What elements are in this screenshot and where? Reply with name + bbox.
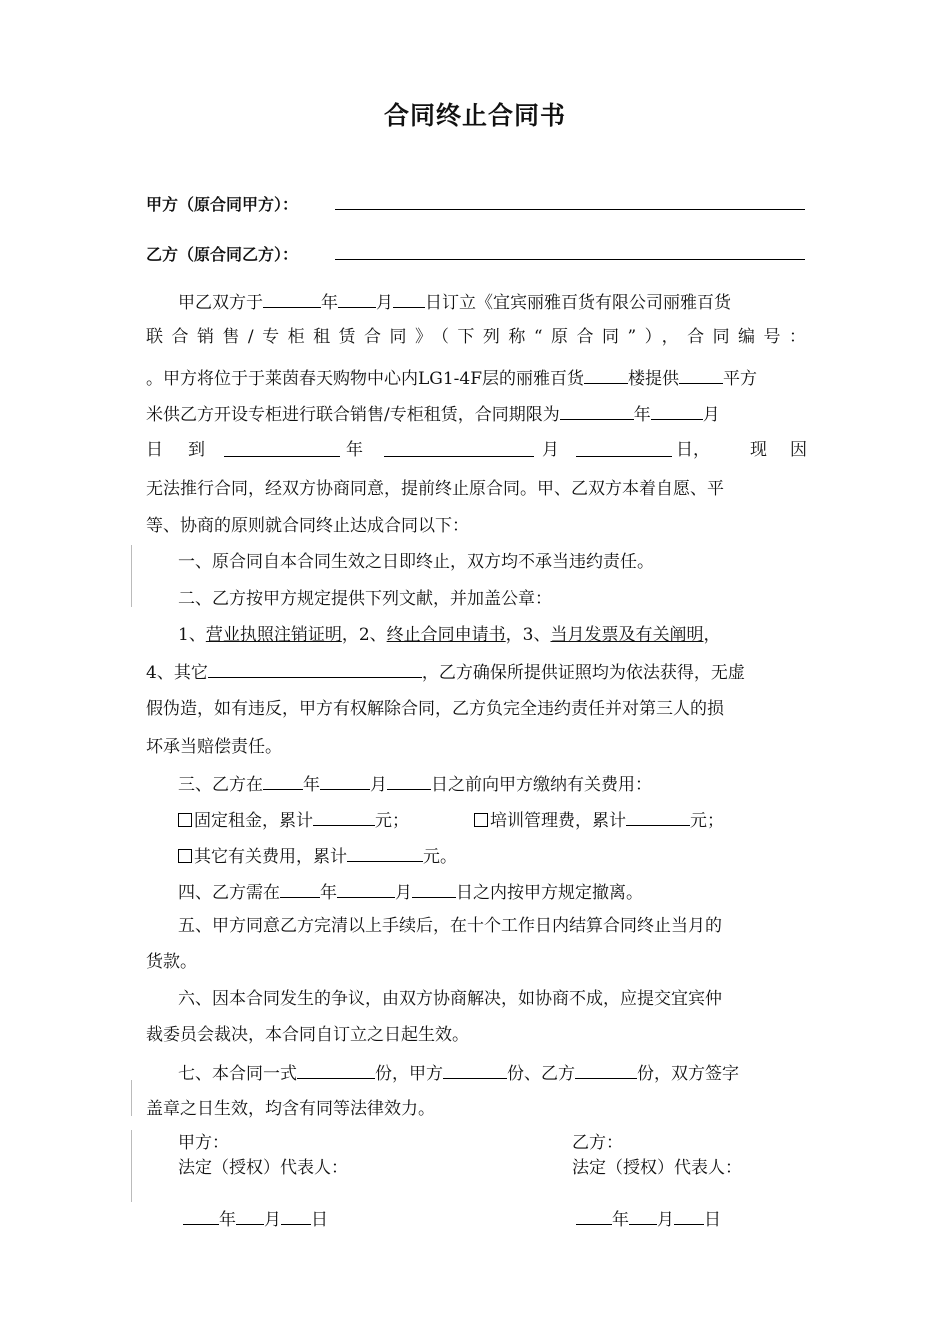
blank-other-docs[interactable]: [208, 659, 422, 678]
fee-label: 培训管理费，累计: [490, 811, 626, 831]
clause-6-line-1: 六、因本合同发生的争议，由双方协商解决，如协商不成，应提交宜宾仲: [178, 989, 722, 1009]
margin-mark: [131, 1130, 132, 1202]
blank-pay-month[interactable]: [320, 771, 370, 790]
clause-6-line-2: 裁委员会裁决，本合同自订立之日起生效。: [146, 1025, 469, 1045]
party-b-label: 乙方（原合同乙方）：: [146, 245, 299, 264]
clause-2-line-2: [146, 659, 806, 685]
intro-text: 日，: [676, 440, 710, 460]
intro-line-3: [146, 365, 806, 391]
checkbox-training-fee[interactable]: [474, 813, 488, 827]
intro-text: 因: [790, 440, 807, 460]
clause-text: 月: [395, 883, 412, 903]
intro-text: 甲乙双方于: [178, 293, 263, 313]
item-number: ，: [703, 625, 721, 645]
intro-text: 现: [750, 440, 767, 460]
clause-3: [178, 771, 806, 797]
blank-date-b-year[interactable]: [576, 1206, 612, 1225]
intro-text: 年: [633, 405, 651, 425]
sign-date-b: [576, 1206, 721, 1232]
intro-text: 日: [146, 440, 163, 460]
blank-copies-total[interactable]: [297, 1060, 375, 1079]
clause-text: 日之内按甲方规定撤离。: [456, 883, 643, 903]
party-a-label: 甲方（原合同甲方）：: [146, 195, 299, 214]
blank-date-a-year[interactable]: [183, 1206, 219, 1225]
intro-text: 月: [702, 405, 720, 425]
blank-area[interactable]: [679, 365, 723, 384]
blank-date-b-month[interactable]: [629, 1206, 657, 1225]
fee-row-1: [178, 807, 806, 833]
blank-copies-b[interactable]: [575, 1060, 637, 1079]
intro-text: 年: [346, 440, 363, 460]
page-title: 合同终止合同书: [383, 101, 566, 130]
blank-fixed-rent[interactable]: [313, 807, 375, 826]
doc-invoice-statement: 当月发票及有关阐明: [550, 625, 704, 645]
intro-text: 到: [188, 440, 205, 460]
blank-leave-year[interactable]: [280, 879, 320, 898]
clause-text: 年: [320, 883, 337, 903]
margin-mark: [131, 545, 132, 607]
clause-1: 一、原合同自本合同生效之日即终止，双方均不承当违约责任。: [178, 552, 654, 572]
intro-text: 月: [376, 293, 393, 313]
blank-leave-month[interactable]: [337, 879, 395, 898]
intro-line-6: 无法推行合同，经双方协商同意，提前终止原合同。甲、乙双方本着自愿、平: [146, 479, 724, 499]
margin-mark: [131, 1080, 132, 1116]
blank-leave-day[interactable]: [412, 879, 456, 898]
checkbox-other-fees[interactable]: [178, 849, 192, 863]
clause-text: 年: [303, 775, 320, 795]
date-text: 月: [657, 1210, 674, 1230]
clause-2: 二、乙方按甲方规定提供下列文献，并加盖公章：: [178, 589, 552, 609]
blank-training-fee[interactable]: [626, 807, 690, 826]
fee-unit: 元。: [423, 847, 457, 867]
blank-date-b-day[interactable]: [674, 1206, 704, 1225]
fee-unit: 元；: [690, 811, 724, 831]
party-b-blank[interactable]: [335, 259, 805, 260]
clause-text: 四、乙方需在: [178, 883, 280, 903]
sign-party-b: 乙方：: [572, 1133, 623, 1153]
intro-text: 月: [542, 440, 559, 460]
intro-line-4: [146, 401, 806, 427]
blank-sign-day[interactable]: [393, 289, 425, 308]
intro-line-1: [178, 289, 806, 315]
intro-text: 日订立《宜宾丽雅百货有限公司丽雅百货: [425, 293, 731, 313]
party-a-blank[interactable]: [335, 209, 805, 210]
blank-floor[interactable]: [584, 365, 628, 384]
doc-license-cancellation: 营业执照注销证明: [205, 625, 342, 645]
blank-end-month[interactable]: [576, 438, 672, 457]
intro-text: 。甲方将位于于莱茵春天购物中心内LG1-4F层的丽雅百货: [146, 369, 585, 389]
item-number: ，3、: [505, 625, 551, 645]
sign-rep-b: 法定（授权）代表人：: [572, 1158, 742, 1178]
checkbox-fixed-rent[interactable]: [178, 813, 192, 827]
blank-date-a-day[interactable]: [281, 1206, 311, 1225]
intro-text: 楼提供: [628, 369, 680, 389]
clause-text: 4、其它: [146, 663, 208, 683]
clause-text: 七、本合同一式: [178, 1064, 297, 1084]
intro-line-7: 等、协商的原则就合同终止达成合同以下：: [146, 516, 469, 536]
date-text: 日: [704, 1210, 721, 1230]
date-text: 年: [612, 1210, 629, 1230]
clause-2-line-4: 坏承当赔偿责任。: [146, 737, 282, 757]
blank-end-year[interactable]: [384, 438, 534, 457]
blank-copies-a[interactable]: [443, 1060, 507, 1079]
clause-7-line-1: [178, 1060, 806, 1086]
doc-termination-request: 终止合同申请书: [386, 625, 506, 645]
sign-party-a: 甲方：: [178, 1133, 229, 1153]
sign-rep-a: 法定（授权）代表人：: [178, 1158, 348, 1178]
clause-2-items: [178, 623, 806, 647]
blank-term-year[interactable]: [560, 401, 634, 420]
intro-text: 平方: [723, 369, 758, 389]
blank-pay-year[interactable]: [263, 771, 303, 790]
clause-5-line-2: 货款。: [146, 952, 197, 972]
clause-7-line-2: 盖章之日生效，均含有同等法律效力。: [146, 1099, 435, 1119]
fee-label: 固定租金，累计: [194, 811, 313, 831]
clause-text: 份，甲方: [375, 1064, 443, 1084]
date-text: 日: [311, 1210, 328, 1230]
blank-sign-month[interactable]: [338, 289, 376, 308]
clause-text: 份: [507, 1064, 524, 1084]
intro-line-2: 联合销售/专柜租赁合同》（下列称“原合同”），合同编号：: [146, 327, 806, 347]
fee-row-2: [178, 843, 806, 869]
blank-sign-year[interactable]: [263, 289, 321, 308]
intro-text: 米供乙方开设专柜进行联合销售/专柜租赁，合同期限为: [146, 405, 560, 425]
clause-text: 月: [370, 775, 387, 795]
clause-text: 份，双方签字: [637, 1064, 739, 1084]
clause-text: 日之前向甲方缴纳有关费用：: [431, 775, 652, 795]
clause-text: 、乙方: [524, 1064, 575, 1084]
date-text: 月: [264, 1210, 281, 1230]
blank-other-fees[interactable]: [347, 843, 423, 862]
fee-label: 其它有关费用，累计: [194, 847, 347, 867]
item-number: ，2、: [341, 625, 387, 645]
blank-pay-day[interactable]: [387, 771, 431, 790]
clause-5-line-1: 五、甲方同意乙方完清以上手续后，在十个工作日内结算合同终止当月的: [178, 916, 722, 936]
item-number: 1、: [178, 625, 206, 645]
clause-text: 三、乙方在: [178, 775, 263, 795]
clause-text: ，乙方确保所提供证照均为依法获得，无虚: [421, 663, 745, 683]
blank-date-a-month[interactable]: [236, 1206, 264, 1225]
intro-text: 年: [321, 293, 338, 313]
fee-unit: 元；: [375, 811, 409, 831]
blank-term-month[interactable]: [651, 401, 703, 420]
clause-2-line-3: 假伪造，如有违反，甲方有权解除合同，乙方负完全违约责任并对第三人的损: [146, 699, 724, 719]
date-text: 年: [219, 1210, 236, 1230]
blank-end-start[interactable]: [224, 438, 340, 457]
sign-date-a: [183, 1206, 328, 1232]
clause-4: [178, 879, 806, 905]
